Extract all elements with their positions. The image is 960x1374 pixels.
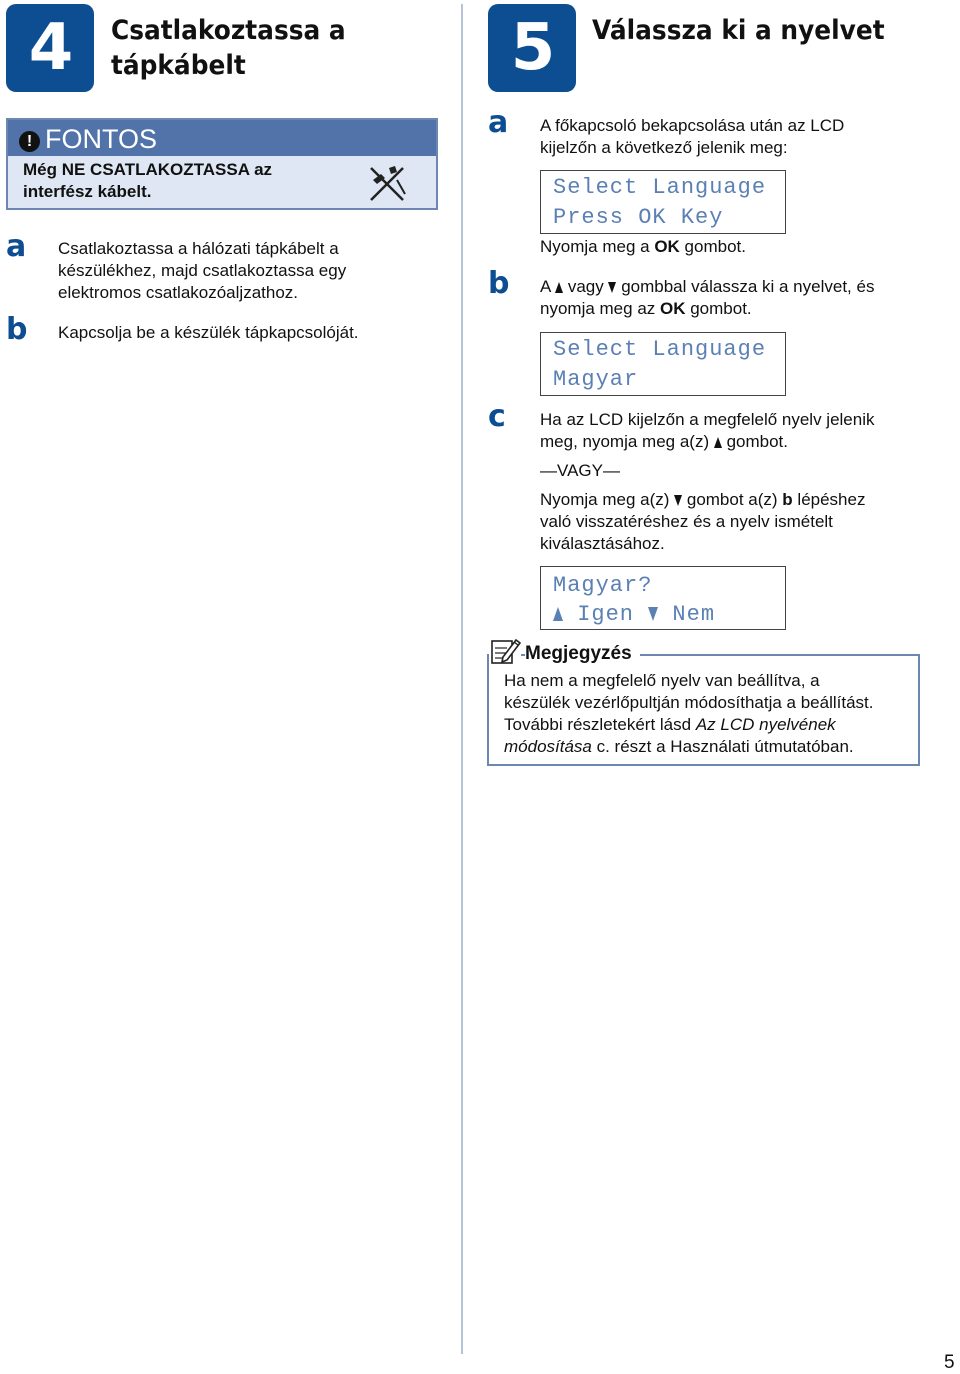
text-line: [504, 714, 914, 736]
text-segment: nyomja meg az: [540, 299, 660, 318]
item-text: [540, 276, 940, 320]
step-number-badge-4: [6, 4, 94, 92]
up-arrow-icon: [553, 607, 563, 621]
lcd-option-no: Nem: [672, 602, 716, 627]
lcd-line: [553, 600, 715, 630]
up-arrow-icon: [714, 437, 722, 448]
text-line: [540, 489, 940, 511]
or-separator: —VAGY—: [540, 461, 620, 480]
text-segment: gombot.: [685, 299, 752, 318]
text-segment: A: [540, 277, 556, 296]
item-letter: b: [488, 266, 510, 301]
item-letter: b: [6, 312, 28, 347]
text-line: [540, 298, 940, 320]
ok-key-label: OK: [654, 237, 680, 256]
lcd-display: [540, 170, 786, 234]
item-text: [540, 489, 940, 555]
lcd-line: Select Language: [553, 175, 767, 200]
text-line: kiválasztásához.: [540, 534, 665, 553]
important-box: [6, 118, 438, 210]
important-header: [8, 120, 436, 156]
lcd-line: Select Language: [553, 337, 767, 362]
lcd-option-yes: Igen: [577, 602, 635, 627]
item-letter: a: [6, 229, 27, 264]
item-text: Csatlakoztassa a hálózati tápkábelt a készülékhez, majd csatlakoztassa egy elektromos csatlakozóaljzathoz.: [58, 239, 347, 302]
text-line: [540, 431, 940, 453]
text-segment: gombot a(z): [682, 490, 783, 509]
note-box: [487, 654, 920, 766]
text-line: [540, 276, 940, 298]
note-title: Megjegyzés: [525, 642, 640, 666]
reference-title: módosítása: [504, 737, 592, 756]
page-number: 5: [944, 1352, 955, 1373]
up-arrow-icon: [555, 282, 563, 293]
text-segment: vagy: [563, 277, 609, 296]
tools-icon: [365, 164, 409, 204]
text-segment: Nyomja meg a(z): [540, 490, 675, 509]
exclamation-icon: !: [19, 131, 40, 152]
text-segment: gombbal válassza ki a nyelvet, és: [616, 277, 875, 296]
step-number-badge-5: [488, 4, 576, 92]
item-letter: a: [488, 105, 509, 140]
text-segment: c. részt a Használati útmutatóban.: [591, 737, 854, 756]
lcd-line: Press OK Key: [553, 205, 724, 230]
item-text: [540, 236, 920, 258]
lcd-display: [540, 566, 786, 630]
title-line: tápkábelt: [111, 50, 246, 81]
reference-title: Az LCD nyelvének: [695, 715, 836, 734]
important-title: FONTOS: [45, 124, 158, 154]
note-pencil-icon: [489, 635, 521, 667]
step-number: 5: [510, 11, 554, 85]
title-line: Csatlakoztassa a: [111, 15, 346, 46]
text-line: készülék vezérlőpultján módosíthatja a beállítást.: [504, 693, 874, 712]
down-arrow-icon: [648, 607, 658, 621]
column-divider: [461, 4, 463, 1354]
important-text: Még NE CSATLAKOZTASSA az interfész kábelt.: [23, 160, 273, 201]
text-line: való visszatéréshez és a nyelv ismételt: [540, 512, 833, 531]
text-line: Ha nem a megfelelő nyelv van beállítva, a: [504, 671, 820, 690]
lcd-line: Magyar: [553, 367, 639, 392]
text-line: [504, 736, 914, 758]
item-letter: c: [488, 399, 506, 434]
lcd-line: Magyar?: [553, 573, 653, 598]
step-reference: b: [782, 490, 793, 509]
text-segment: További részletekért lásd: [504, 715, 696, 734]
lcd-display: [540, 332, 786, 396]
ok-key-label: OK: [660, 299, 686, 318]
step-number: 4: [28, 11, 72, 85]
step-title-4: [111, 13, 424, 83]
text-segment: gombot.: [679, 237, 746, 256]
step-title-5: Válassza ki a nyelvet: [592, 15, 885, 46]
text-segment: meg, nyomja meg a(z): [540, 432, 714, 451]
text-line: Ha az LCD kijelzőn a megfelelő nyelv jelenik: [540, 410, 875, 429]
text-segment: lépéshez: [792, 490, 866, 509]
item-text: Kapcsolja be a készülék tápkapcsolóját.: [58, 323, 359, 342]
item-text: [540, 409, 940, 453]
text-segment: gombot.: [721, 432, 788, 451]
note-text: [504, 670, 914, 758]
text-segment: Nyomja meg a: [540, 237, 655, 256]
item-text: A főkapcsoló bekapcsolása után az LCD kijelzőn a következő jelenik meg:: [540, 116, 845, 157]
down-arrow-icon: [674, 495, 682, 506]
